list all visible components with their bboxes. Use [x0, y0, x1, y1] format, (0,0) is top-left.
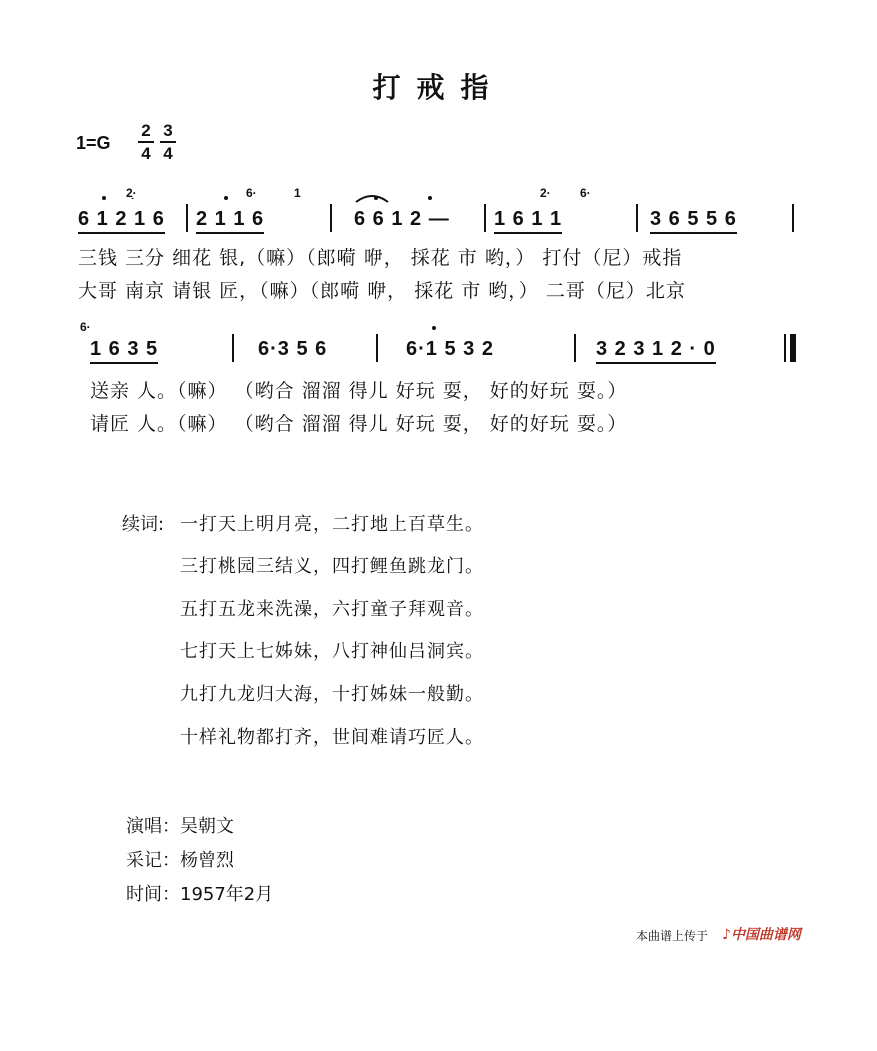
key-signature: 1=G [76, 133, 111, 153]
verse-line: 十样礼物都打齐，世间难请巧匠人。 [180, 727, 484, 748]
time-signature-3-4: $\frac{3}{4}$ [160, 120, 176, 164]
lyrics-line-2-verse-2: 请匠 人。（嘛） （哟合 溜溜 得儿 好玩 耍， 好的好玩 耍。） [90, 413, 628, 435]
verse-line: 五打五龙来洗澡，六打童子拜观音。 [180, 599, 484, 620]
bar-line [186, 204, 188, 232]
grace-note: 6· [246, 186, 257, 200]
credit-transcriber: 采记：杨曾烈 [126, 850, 234, 871]
bar-line [376, 334, 378, 362]
measure-5: 3 6 5 5 6 [650, 208, 737, 234]
upload-source-text: 本曲谱上传于 [636, 929, 709, 943]
high-octave-dot [224, 196, 228, 200]
high-octave-dot [102, 196, 106, 200]
credit-performer: 演唱：吴朝文 [126, 816, 234, 837]
site-logo: ♪中国曲谱网 [722, 927, 801, 943]
song-title: 打戒指 [372, 71, 505, 104]
verse-line: 三打桃园三结义，四打鲤鱼跳龙门。 [180, 556, 484, 577]
measure-2: 2 1 1 6 [196, 208, 264, 234]
music-note-icon: ♪ [722, 927, 731, 943]
measure-3: 6 6 1 2 — [354, 208, 450, 230]
bar-line [330, 204, 332, 232]
measure-6: 1 6 3 5 [90, 338, 158, 364]
slur-mark [354, 190, 390, 204]
measure-8: 6·1 5 3 2 [406, 338, 494, 360]
time-signature-2-4: $\frac{2}{4}$ [138, 120, 154, 164]
bar-line [636, 204, 638, 232]
high-octave-dot [428, 196, 432, 200]
grace-note: 2̣· [126, 186, 137, 200]
high-octave-dot [432, 326, 436, 330]
measure-4: 1 6 1 1 [494, 208, 562, 234]
measure-9: 3 2 3 1 2 · 0 [596, 338, 716, 364]
verse-line: 九打九龙归大海，十打姊妹一般勤。 [180, 684, 484, 705]
measure-7: 6·3 5 6 [258, 338, 328, 360]
bar-line [574, 334, 576, 362]
bar-line [484, 204, 486, 232]
credit-date: 时间：1957年2月 [126, 884, 274, 905]
bar-line [792, 204, 794, 232]
verse-line: 一打天上明月亮，二打地上百草生。 [180, 514, 484, 535]
grace-note: 2· [540, 186, 551, 200]
verse-line: 七打天上七姊妹，八打神仙吕洞宾。 [180, 641, 484, 662]
grace-note: 6· [80, 320, 91, 334]
bar-line [232, 334, 234, 362]
lyrics-line-1-verse-2: 大哥 南京 请银 匠，（嘛）（郎嗬 咿， 採花 市 哟，） 二哥（尼）北京 [78, 280, 686, 302]
measure-1: 6 1 2 1 6 [78, 208, 165, 234]
lyrics-line-1-verse-1: 三钱 三分 细花 银,（嘛）（郎嗬 咿， 採花 市 哟，） 打付（尼）戒指 [78, 247, 683, 269]
final-bar-line-thin [784, 334, 786, 362]
verses-label: 续词: [122, 514, 165, 535]
grace-note: 1 [294, 186, 301, 200]
lyrics-line-2-verse-1: 送亲 人。（嘛） （哟合 溜溜 得儿 好玩 耍， 好的好玩 耍。） [90, 380, 628, 402]
final-bar-line-thick [790, 334, 796, 362]
grace-note: 6· [580, 186, 591, 200]
